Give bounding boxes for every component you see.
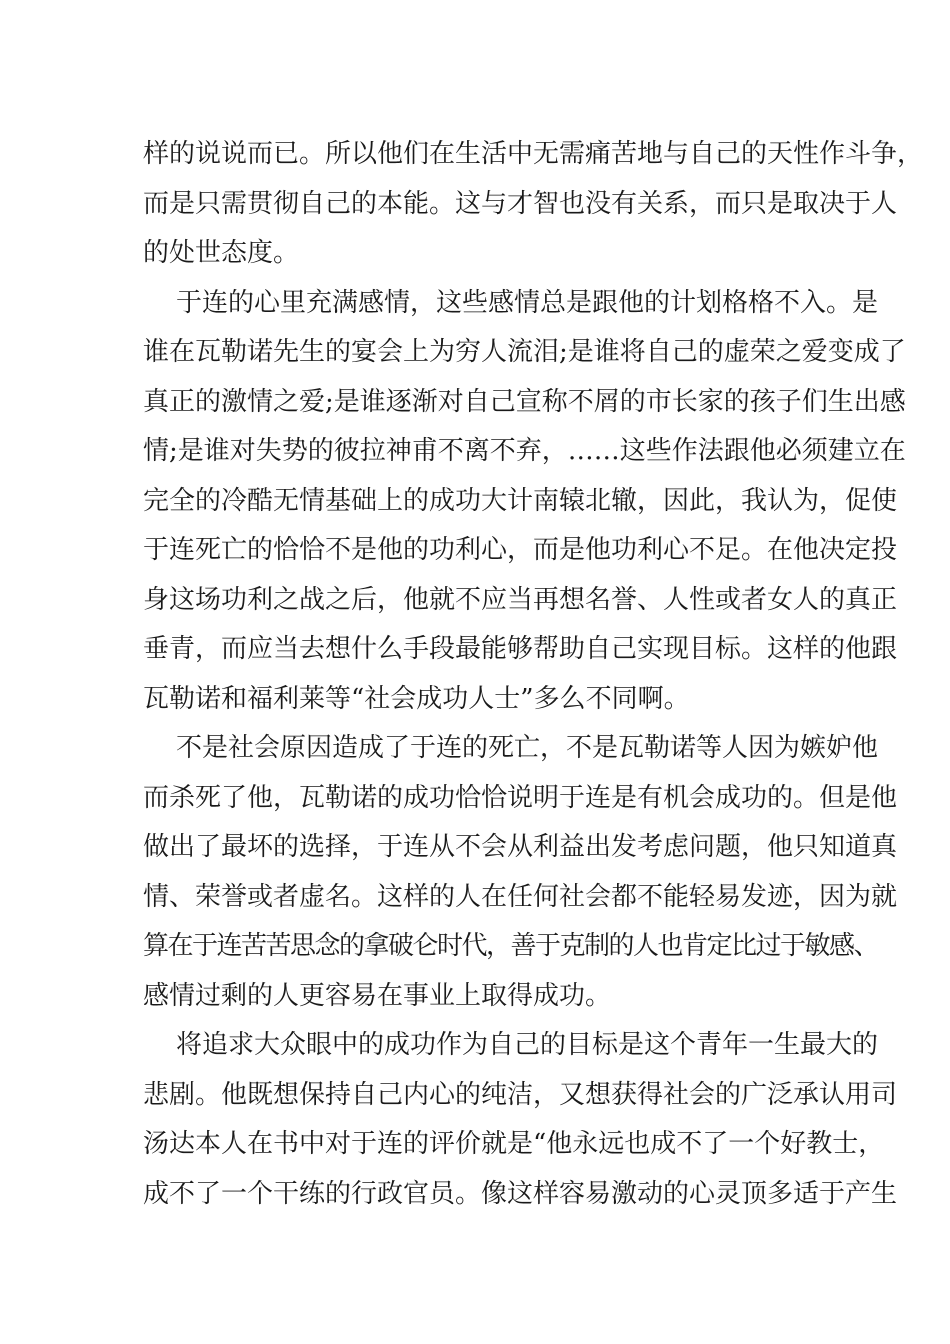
text-line: 而是只需贯彻自己的本能。这与才智也没有关系，而只是取决于人: [143, 188, 898, 219]
text-line: 汤达本人在书中对于连的评价就是“他永远也成不了一个好教士，: [143, 1129, 885, 1159]
text-line: 情;是谁对失势的彼拉神甫不离不弃，……这些作法跟他必须建立在: [143, 436, 906, 466]
text-line: 于连的心里充满感情，这些感情总是跟他的计划格格不入。是: [143, 287, 879, 318]
paragraph-1: [143, 130, 924, 279]
text-line: 做出了最坏的选择，于连从不会从利益出发考虑问题，他只知道真: [143, 832, 898, 862]
text-line: 真正的激情之爱;是谁逐渐对自己宣称不屑的市长家的孩子们生出感: [143, 386, 906, 417]
paragraph-4: [143, 1021, 898, 1219]
text-line: 情、荣誉或者虚名。这样的人在任何社会都不能轻易发迹，因为就: [143, 881, 898, 912]
paragraph-3: [143, 724, 898, 1021]
text-line: 不是社会原因造成了于连的死亡，不是瓦勒诺等人因为嫉妒他: [143, 733, 879, 763]
text-line: 将追求大众眼中的成功作为自己的目标是这个青年一生最大的: [143, 1030, 879, 1060]
text-line: 谁在瓦勒诺先生的宴会上为穷人流泪;是谁将自己的虚荣之爱变成了: [143, 337, 906, 367]
text-line: 感情过剩的人更容易在事业上取得成功。: [143, 980, 612, 1011]
text-line: 算在于连苦苦思念的拿破仑时代，善于克制的人也肯定比过于敏感、: [143, 931, 879, 961]
text-line: 样的说说而已。所以他们在生活中无需痛苦地与自己的天性作斗争，: [143, 139, 924, 169]
text-line: 的处世态度。: [143, 238, 300, 268]
text-line: 而杀死了他，瓦勒诺的成功恰恰说明于连是有机会成功的。但是他: [143, 782, 898, 813]
text-line: 成不了一个干练的行政官员。像这样容易激动的心灵顶多适于产生: [143, 1178, 898, 1209]
text-line: 瓦勒诺和福利莱等“社会成功人士”多么不同啊。: [143, 683, 690, 714]
paragraph-2: [143, 279, 906, 725]
text-line: 垂青，而应当去想什么手段最能够帮助自己实现目标。这样的他跟: [143, 634, 898, 664]
text-line: 完全的冷酷无情基础上的成功大计南辕北辙，因此，我认为，促使: [143, 485, 898, 516]
text-line: 身这场功利之战之后，他就不应当再想名誉、人性或者女人的真正: [143, 584, 898, 615]
text-line: 悲剧。他既想保持自己内心的纯洁，又想获得社会的广泛承认用司: [143, 1079, 898, 1110]
body-text: [143, 130, 924, 1219]
text-line: 于连死亡的恰恰不是他的功利心，而是他功利心不足。在他决定投: [143, 535, 898, 565]
